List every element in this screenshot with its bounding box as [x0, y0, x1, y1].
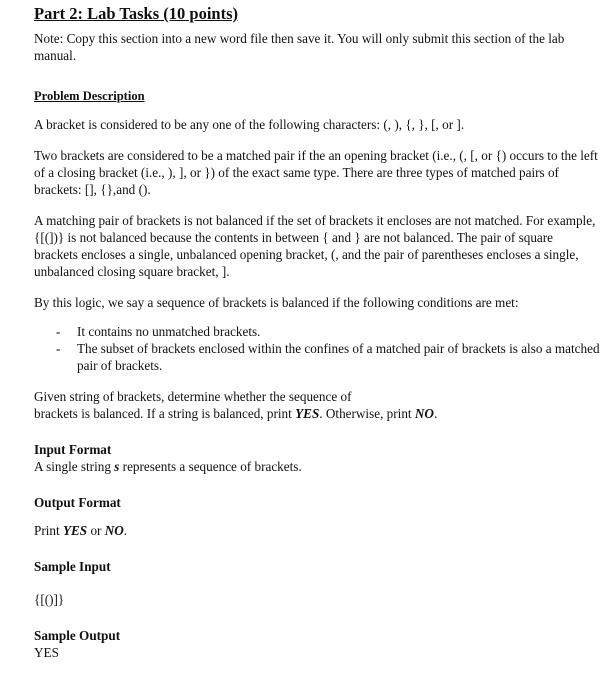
string-variable: s: [114, 459, 120, 474]
output-format-heading: Output Format: [34, 495, 121, 510]
input-format-pre: A single string: [34, 459, 115, 474]
input-format-text: [34, 458, 600, 475]
yes-keyword: YES: [62, 523, 88, 538]
no-keyword: NO: [414, 406, 434, 421]
no-keyword: NO: [104, 523, 124, 538]
sample-input-value: {[()]}: [34, 592, 65, 607]
problem-description-heading: Problem Description: [34, 89, 145, 103]
task-line-2-start: brackets is balanced. If a string is balanced, print: [34, 406, 296, 421]
note-text: Note: Copy this section into a new word file then save it. You will only submit this section of the lab manual.: [34, 31, 565, 63]
condition-text: It contains no unmatched brackets.: [77, 324, 261, 339]
conditions-list: [34, 323, 600, 374]
section-title: Part 2: Lab Tasks (10 points): [34, 4, 239, 23]
input-format-post: represents a sequence of brackets.: [119, 459, 302, 474]
bullet-dash: -: [56, 341, 61, 356]
output-format-text: [34, 522, 600, 539]
sample-input-heading: Sample Input: [34, 559, 111, 574]
task-line-1: Given string of brackets, determine whether the sequence of: [34, 389, 352, 404]
task-line-2-end: .: [433, 406, 438, 421]
bullet-dash: -: [56, 324, 61, 339]
output-format-end: .: [123, 523, 128, 538]
input-format-heading: Input Format: [34, 442, 112, 457]
list-item: [34, 323, 600, 340]
sample-output-heading: Sample Output: [34, 628, 121, 643]
lab-document: [34, 4, 600, 661]
matched-pair-paragraph: Two brackets are considered to be a matched pair if the an opening bracket (i.e., (, [, or {) occurs to the left of a closing bracket (i.e., ), ], or }) of the exact same type. There are three types of matched pairs of brackets: [], {},and ().: [34, 148, 598, 197]
output-format-pre: Print: [34, 523, 63, 538]
sample-output-value: YES: [34, 645, 59, 660]
task-paragraph: [34, 388, 600, 422]
not-balanced-paragraph: A matching pair of brackets is not balanced if the set of brackets it encloses are not matched. For example, {[(])} is not balanced because the contents in between { and } are not balanced. The pair of square brackets encloses a single, unbalanced opening bracket, (, and the pair of parentheses encloses a single, unbalanced closing square bracket, ].: [34, 213, 596, 279]
yes-keyword: YES: [295, 406, 320, 421]
output-format-mid: or: [87, 523, 105, 538]
list-item: [34, 340, 600, 374]
balanced-conditions-intro: By this logic, we say a sequence of brackets is balanced if the following conditions are met:: [34, 295, 519, 310]
task-line-2-mid: . Otherwise, print: [319, 406, 415, 421]
condition-text: The subset of brackets enclosed within the confines of a matched pair of brackets is also a matched pair of brackets.: [77, 341, 600, 373]
bracket-definition-paragraph: A bracket is considered to be any one of the following characters: (, ), {, }, [, or ].: [34, 117, 465, 132]
